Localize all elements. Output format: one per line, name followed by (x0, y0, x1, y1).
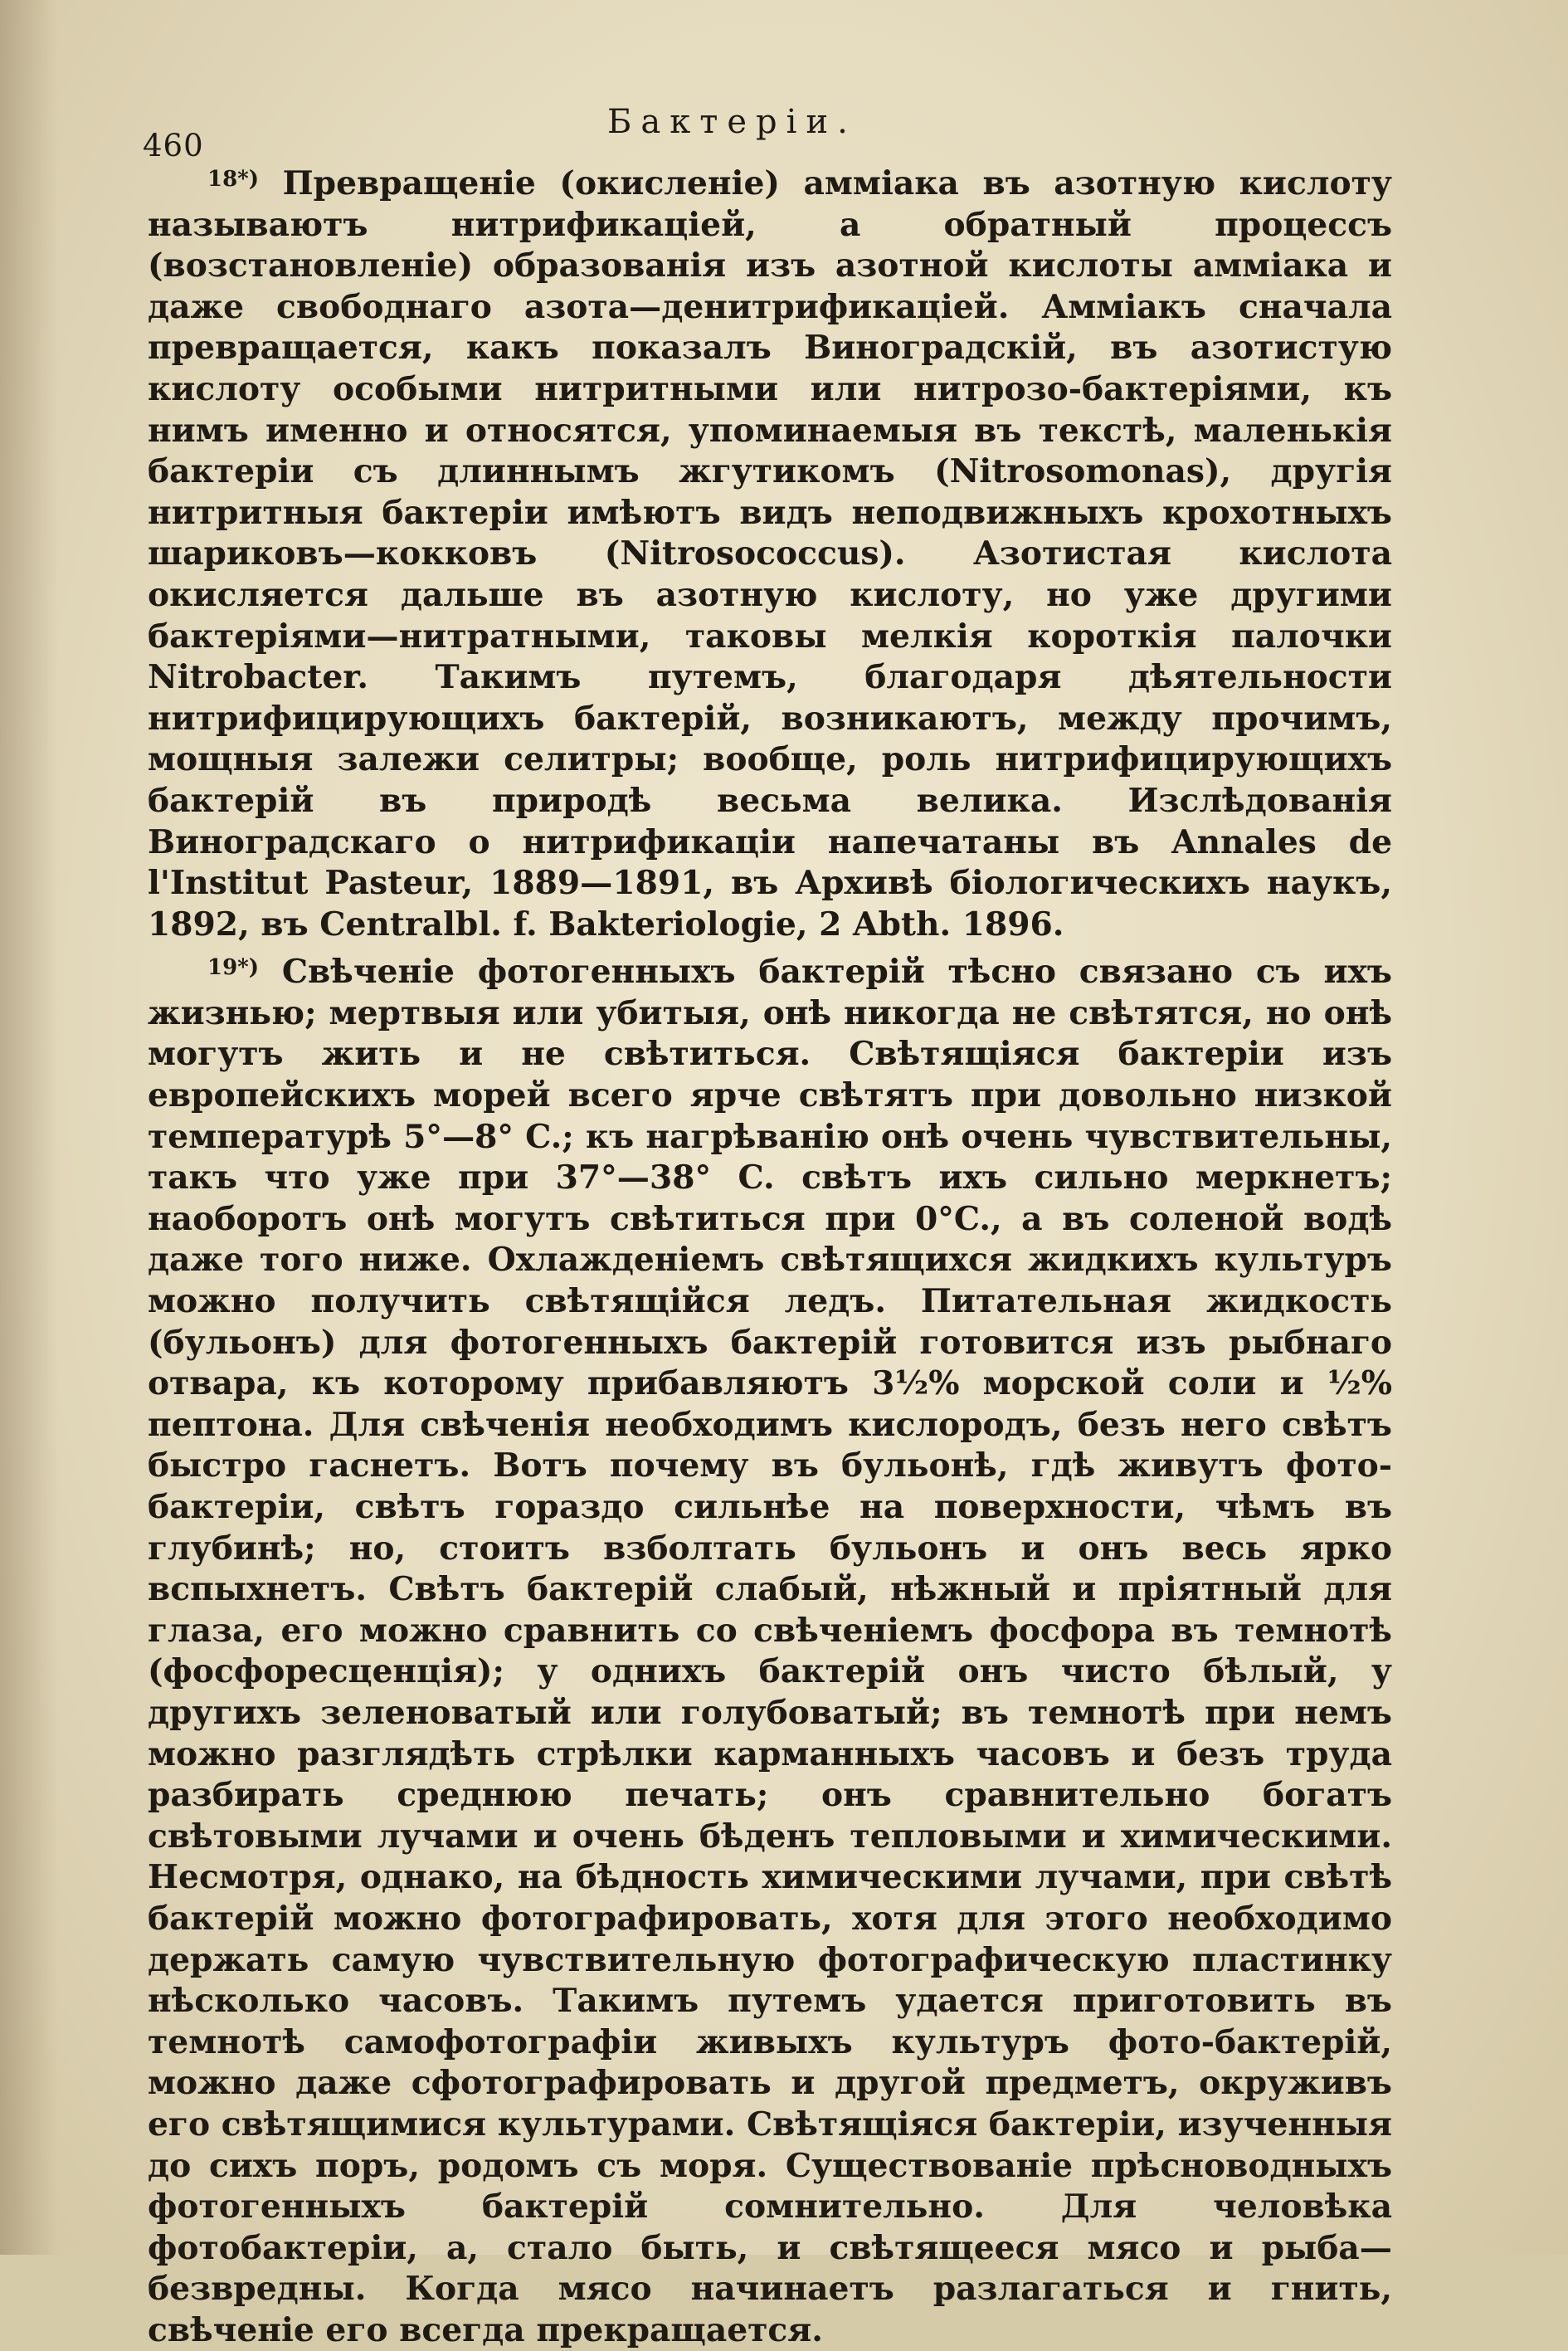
running-title: Бактеріи. (607, 103, 857, 141)
footnote-18 (148, 159, 1392, 945)
footnote-marker: 19*) (207, 955, 260, 981)
footnote-text: Превращеніе (окисленіе) аммiака въ азотную кислоту называютъ нитрификаціей, а обратный процессъ (возстановленіе) образованія изъ азотной кислоты аммiака и даже свободнаго азота—денитрификаціей. Аммiакъ сначала превращается, какъ показалъ Виноградскій, въ азотистую кислоту особыми нитритными или нитрозо-бактеріями, къ нимъ именно и относятся, упоминаемыя въ текстѣ, маленькія бактеріи съ длиннымъ жгутикомъ (Nitrosomonas), другія нитритныя бактеріи имѣютъ видъ неподвижныхъ крохотныхъ шариковъ—кокковъ (Nitrosococcus). Азотистая кислота окисляется дальше въ азотную кислоту, но уже другими бактеріями—нитратными, таковы мелкія короткія палочки Nitrobacter. Такимъ путемъ, благодаря дѣятельности нитрифицирующихъ бактерій, возникаютъ, между прочимъ, мощныя залежи селитры; вообще, роль нитрифицирующихъ бактерій въ природѣ весьма велика. Изслѣдованія Виноградскаго о нитрификаціи напечатаны въ Annales de l'Institut Pasteur, 1889—1891, въ Архивѣ біологическихъ наукъ, 1892, въ Centralbl. f. Bakteriologie, 2 Abth. 1896. (148, 164, 1392, 944)
footnote-text: Свѣченіе фотогенныхъ бактерій тѣсно связано съ ихъ жизнью; мертвыя или убитыя, онѣ никогда не свѣтятся, но онѣ могутъ жить и не свѣтиться. Свѣтящіяся бактеріи изъ европейскихъ морей всего ярче свѣтятъ при довольно низкой температурѣ 5°—8° C.; къ нагрѣванію онѣ очень чувствительны, такъ что уже при 37°—38° C. свѣтъ ихъ сильно меркнетъ; наоборотъ онѣ могутъ свѣтиться при 0°C., а въ соленой водѣ даже того ниже. Охлажденіемъ свѣтящихся жидкихъ культуръ можно получить свѣтящійся ледъ. Питательная жидкость (бульонъ) для фотогенныхъ бактерій готовится изъ рыбнаго отвара, къ которому прибавляютъ 3½% морской соли и ½% пептона. Для свѣченія необходимъ кислородъ, безъ него свѣтъ быстро гаснетъ. Вотъ почему въ бульонѣ, гдѣ живутъ фото-бактеріи, свѣтъ гораздо сильнѣе на поверхности, чѣмъ въ глубинѣ; но, стоитъ взболтать бульонъ и онъ весь ярко вспыхнетъ. Свѣтъ бактерій слабый, нѣжный и пріятный для глаза, его можно сравнить со свѣченіемъ фосфора въ темнотѣ (фосфоресценція); у однихъ бактерій онъ чисто бѣлый, у другихъ зеленоватый или голубоватый; въ темнотѣ при немъ можно разглядѣть стрѣлки карманныхъ часовъ и безъ труда разбирать среднюю печать; онъ сравнительно богатъ свѣтовыми лучами и очень бѣденъ тепловыми и химическими. Несмотря, однако, на бѣдность химическими лучами, при свѣтѣ бактерій можно фотографировать, хотя для этого необходимо держать самую чувствительную фотографическую пластинку нѣсколько часовъ. Такимъ путемъ удается приготовить въ темнотѣ самофотографіи живыхъ культуръ фото-бактерій, можно даже сфотографировать и другой предметъ, окруживъ его свѣтящимися культурами. Свѣтящіяся бактеріи, изученныя до сихъ поръ, родомъ съ моря. Существованіе прѣсноводныхъ фотогенныхъ бактерій сомнительно. Для человѣка фотобактеріи, а, стало быть, и свѣтящееся мясо и рыба—безвредны. Когда мясо начинаетъ разлагаться и гнить, свѣченіе его всегда прекращается. (148, 953, 1392, 2349)
footnote-marker: 18*) (207, 167, 260, 192)
page-number: 460 (143, 128, 204, 163)
footnotes-block (148, 159, 1392, 2351)
page-header (143, 98, 1410, 163)
footnote-19 (148, 948, 1392, 2351)
